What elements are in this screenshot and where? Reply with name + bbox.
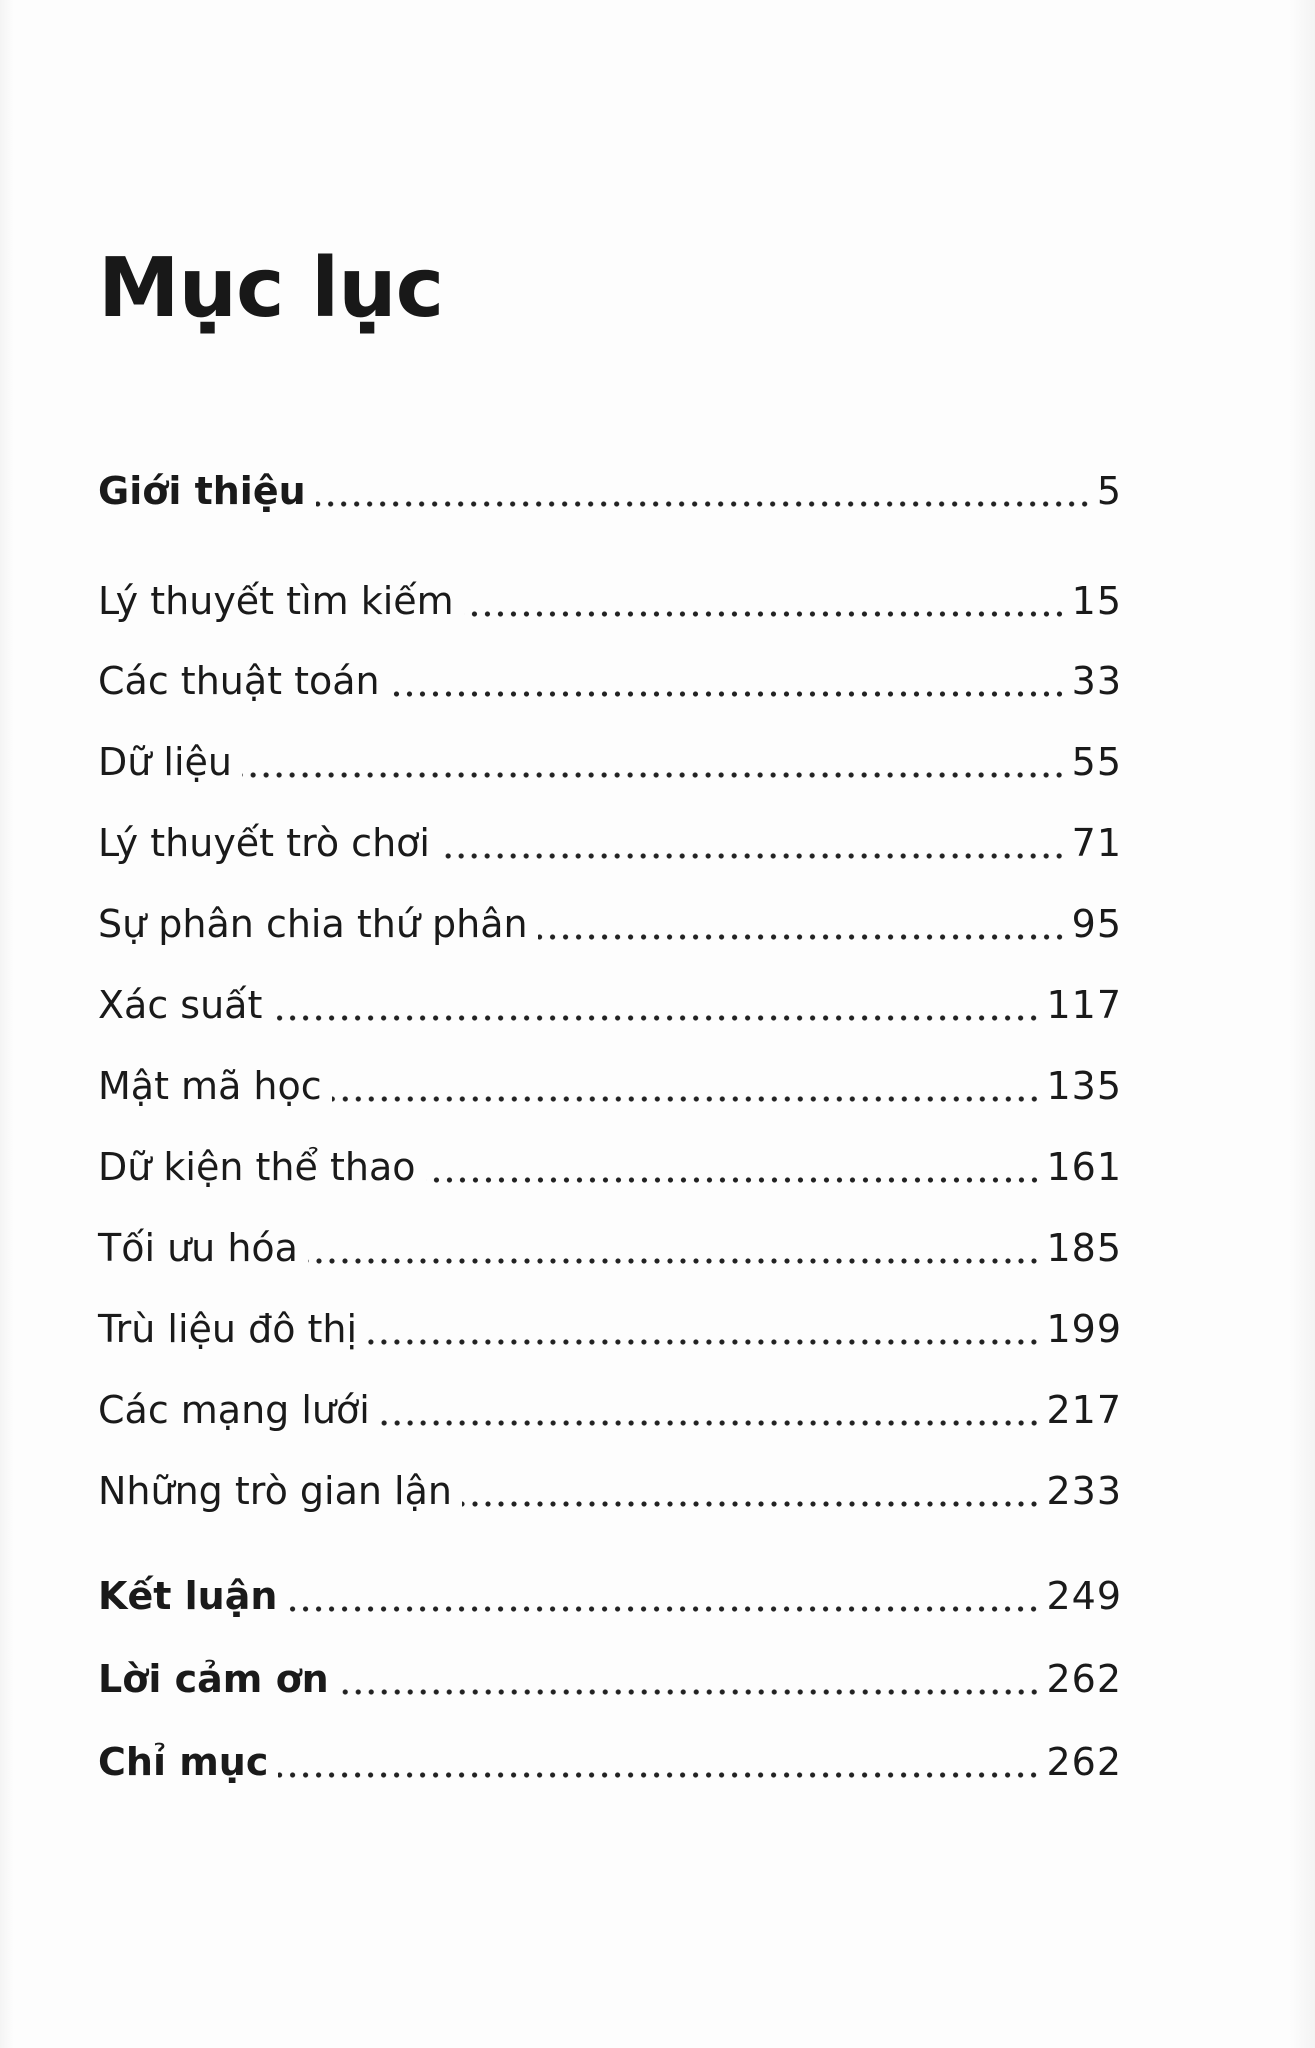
toc-entry-page: 199 [1046, 1307, 1122, 1351]
dot-leader [339, 1688, 1041, 1696]
toc-entry[interactable] [98, 972, 1122, 1032]
toc-entry-title: Các thuật toán [98, 659, 380, 703]
toc-entry[interactable] [98, 1377, 1122, 1437]
toc-entry-page: 33 [1071, 659, 1122, 703]
toc-entry[interactable] [98, 648, 1122, 708]
toc-entry-title: Giới thiệu [98, 469, 306, 513]
toc-entry-page: 135 [1046, 1064, 1122, 1108]
toc-entry[interactable] [98, 729, 1122, 789]
page-title: Mục lục [98, 241, 444, 336]
dot-leader [440, 852, 1066, 860]
toc-entry-page: 117 [1046, 983, 1122, 1027]
toc-entry-page: 262 [1046, 1740, 1122, 1784]
toc-entry-title: Lý thuyết tìm kiếm [98, 579, 454, 623]
dot-leader [278, 1771, 1040, 1779]
toc-entry-page: 233 [1046, 1469, 1122, 1513]
toc-entry-title: Chỉ mục [98, 1740, 269, 1784]
toc-entry-page: 262 [1046, 1657, 1122, 1701]
dot-leader [426, 1176, 1041, 1184]
dot-leader [390, 690, 1066, 698]
toc-entry-title: Mật mã học [98, 1064, 322, 1108]
dot-leader [308, 1257, 1041, 1265]
toc-entry-page: 249 [1046, 1574, 1122, 1618]
toc-entry-page: 15 [1071, 579, 1122, 623]
dot-leader [538, 933, 1066, 941]
dot-leader [242, 771, 1066, 779]
dot-leader [462, 1500, 1041, 1508]
toc-entry-title: Dữ liệu [98, 740, 233, 784]
toc-entry[interactable] [98, 1053, 1122, 1113]
toc-entry[interactable] [98, 1458, 1122, 1518]
toc-entry-title: Tối ưu hóa [98, 1226, 298, 1270]
toc-entry-page: 95 [1071, 902, 1122, 946]
toc-entry[interactable] [98, 458, 1122, 518]
toc-entry[interactable] [98, 1646, 1122, 1706]
toc-entry[interactable] [98, 1134, 1122, 1194]
toc-entry[interactable] [98, 1215, 1122, 1275]
toc-entry-page: 217 [1046, 1388, 1122, 1432]
toc-entry-page: 55 [1071, 740, 1122, 784]
toc-entry-page: 185 [1046, 1226, 1122, 1270]
dot-leader [464, 610, 1066, 618]
toc-entry[interactable] [98, 568, 1122, 628]
toc-entry-title: Sự phân chia thứ phân [98, 902, 528, 946]
toc-entry-title: Lời cảm ơn [98, 1657, 329, 1701]
table-of-contents [98, 0, 1122, 2048]
toc-entry[interactable] [98, 891, 1122, 951]
toc-entry-title: Lý thuyết trò chơi [98, 821, 430, 865]
toc-entry-page: 71 [1071, 821, 1122, 865]
toc-entry-page: 5 [1096, 469, 1122, 513]
toc-entry-page: 161 [1046, 1145, 1122, 1189]
toc-entry[interactable] [98, 810, 1122, 870]
toc-entry[interactable] [98, 1296, 1122, 1356]
toc-entry[interactable] [98, 1729, 1122, 1789]
dot-leader [316, 500, 1091, 508]
toc-entry-title: Xác suất [98, 983, 263, 1027]
toc-entry[interactable] [98, 1563, 1122, 1623]
dot-leader [367, 1338, 1040, 1346]
toc-entry-title: Kết luận [98, 1574, 278, 1618]
toc-entry-title: Trù liệu đô thị [98, 1307, 358, 1351]
dot-leader [287, 1605, 1040, 1613]
toc-entry-title: Dữ kiện thể thao [98, 1145, 416, 1189]
dot-leader [380, 1419, 1041, 1427]
toc-entry-title: Các mạng lưới [98, 1388, 370, 1432]
toc-entry-title: Những trò gian lận [98, 1469, 452, 1513]
dot-leader [332, 1095, 1041, 1103]
dot-leader [272, 1014, 1040, 1022]
